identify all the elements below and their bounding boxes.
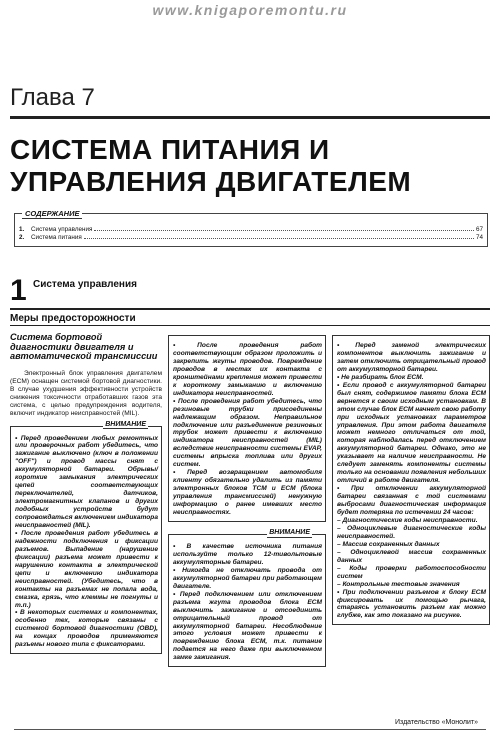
toc-leader bbox=[94, 226, 474, 231]
footer-divider bbox=[14, 729, 486, 730]
warning-item: • После проведения работ соответствующим образом проложить и закрепить жгуты проводов. Повреждение проводов в местах их контакта с кронштейнами крепления может привести к короткому замыканию и включению индикатора неисправностей. bbox=[173, 342, 322, 397]
toc-item[interactable] bbox=[19, 226, 483, 233]
chapter-label: Глава 7 bbox=[10, 84, 95, 111]
warning-item: • Перед подключением или отключением разъема жгута проводов блока ECM выключить зажигание и отсоединить отрицательный провод от аккумуляторной батареи. Несоблюдение этого условия может привести к повреждению блока ECM, т.к. питание подается на него даже при выключенном замке зажигания. bbox=[173, 590, 322, 662]
section-title: Система управления bbox=[33, 279, 137, 290]
warning-item: – Одноциклевой массив сохраненных данных bbox=[337, 548, 486, 564]
warning-item: • В некоторых системах и компонентах, особенно тех, которые связаны с системой бортовой диагностики (OBD), на концах проводов применяются разъемы нового типа с фиксаторами. bbox=[15, 609, 158, 649]
warning-item: – Диагностические коды неисправности. bbox=[337, 516, 478, 524]
toc-item[interactable] bbox=[19, 234, 483, 241]
article-heading: Система бортовой диагностики двигателя и автоматической трансмиссии bbox=[10, 332, 158, 362]
warning-item: • В качестве источника питания используйте только 12-тивольтовые аккумуляторные батареи. bbox=[173, 542, 322, 566]
warning-item: • Перед заменой электрических компонентов выключить зажигание и затем отключить отрицательный провод от аккумуляторной батареи. bbox=[337, 342, 486, 373]
warning-box bbox=[332, 335, 490, 625]
warning-item: • После проведения работ убедитесь, что резиновые трубки присоединены надлежащим образом. Неправильное подключение или разъединение резиновых трубок может привести к включению индикатора неисправностей (MIL) вследствие неисправности системы EVAP, системы впрыска топлива или других систем. bbox=[173, 397, 322, 469]
column-3 bbox=[332, 335, 490, 625]
warning-label: ВНИМАНИЕ bbox=[105, 420, 146, 428]
chapter-title: СИСТЕМА ПИТАНИЯ И УПРАВЛЕНИЯ ДВИГАТЕЛЕМ bbox=[10, 134, 412, 197]
warning-item: • Никогда не отключать провода от аккумуляторной батареи при работающем двигателе. bbox=[173, 566, 322, 590]
subsection-divider bbox=[10, 325, 490, 326]
table-of-contents bbox=[14, 209, 488, 247]
watermark: www.knigaporemontu.ru bbox=[152, 2, 348, 18]
warning-item: – Массив сохраненных данных bbox=[337, 540, 440, 548]
warning-label: ВНИМАНИЕ bbox=[269, 528, 310, 536]
toc-leader bbox=[84, 234, 474, 239]
toc-item-title: Система управления bbox=[31, 226, 93, 233]
toc-heading: СОДЕРЖАНИЕ bbox=[22, 209, 82, 218]
warning-item: • Если провод с аккумуляторной батареи был снят, содержимое памяти блока ECM вернется к своим исходным установкам. В этом случае блок ECM начнет свою работу при исходных установках параметров управления. При этом работа двигателя может немного отличаться от той, которая наблюдалась перед отключением аккумуляторной батареи. Однако, это не указывает на наличие неисправности. Не следует заменять компоненты системы только на основании появления небольших отличий в работе двигателя. bbox=[337, 381, 487, 485]
column-2 bbox=[168, 335, 326, 667]
warning-item: • После проведения работ убедитесь в надежности подключения и фиксации разъемов. Выпадение (нарушение фиксации) разъема может привести к нарушению контакта в электрической цепи и включению индикатора неисправностей. (Убедитесь, что в контакты на разъемах не попала вода, смазка, грязь, что клеммы не погнуты и т.п.) bbox=[15, 529, 158, 609]
warning-box bbox=[168, 335, 326, 522]
warning-item: • Перед возвращением автомобиля клиенту обязательно удалить из памяти электронных блоков TCM и ECM (блока управления трансмиссией) ненужную информацию о ранее имевших место неисправностях. bbox=[173, 469, 322, 517]
toc-item-page: 74 bbox=[475, 234, 483, 241]
warning-content bbox=[10, 426, 162, 655]
warning-item: – Коды проверки работоспособности систем bbox=[337, 564, 486, 580]
warning-item: • При подключении разъемов к блоку ECM фиксировать их помощью рычага, стараясь установить разъем как можно глубже, как это показано на рисунке. bbox=[337, 588, 486, 620]
warning-item: • При отключении аккумуляторной батареи связанная с той системами выбросами диагностическая информация будет потеряна по истечении 24 часов: bbox=[337, 485, 486, 517]
column-1 bbox=[10, 333, 162, 654]
warning-item: • Перед проведением любых ремонтных или проверочных работ убедитесь, что зажигание выключено (ключ в положении "OFF") и провод массы снят с аккумуляторной батареи. Обрывы/короткие замыкания электрических цепей соответствующих переключателей, датчиков, электромагнитных клапанов и других подобных устройств будут сопровождаться включением индикатора неисправностей (MIL). bbox=[15, 434, 158, 529]
publisher-footer: Издательство «Монолит» bbox=[394, 719, 478, 726]
toc-item-number: 2. bbox=[19, 234, 25, 241]
section-number: 1 bbox=[10, 274, 27, 307]
section-divider bbox=[10, 308, 490, 310]
article-body: Электронный блок управления двигателем (ECM) оснащен системой бортовой диагностики. В случае ухудшения эффективности устройств снижения токсичности отработавших газов эта система, с целью предупреждения водителя, включит индикатор неисправностей (MIL). bbox=[10, 369, 162, 417]
subsection-title: Меры предосторожности bbox=[10, 313, 136, 324]
toc-item-title: Система питания bbox=[31, 234, 82, 241]
warning-content bbox=[168, 534, 326, 667]
toc-item-page: 67 bbox=[475, 226, 483, 233]
warning-item: – Одноциклевые диагностические коды неисправностей. bbox=[337, 524, 486, 540]
toc-item-number: 1. bbox=[19, 226, 25, 233]
chapter-divider bbox=[10, 116, 490, 119]
warning-item: • Не разбирать блок ECM. bbox=[337, 373, 424, 381]
warning-item: – Контрольные тестовые значения bbox=[337, 580, 460, 588]
warning-box-2 bbox=[168, 528, 326, 667]
warning-box bbox=[10, 420, 162, 655]
